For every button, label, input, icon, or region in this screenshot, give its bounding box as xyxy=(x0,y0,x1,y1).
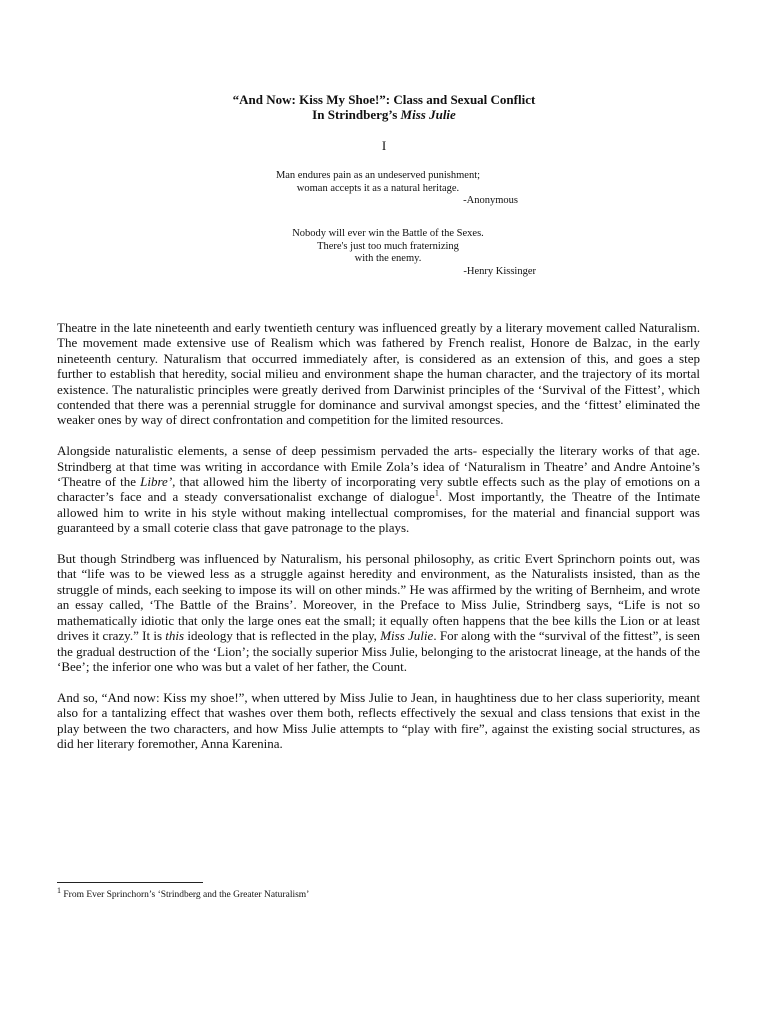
title-line-1: “And Now: Kiss My Shoe!”: Class and Sexual Conflict xyxy=(232,92,536,107)
paragraph-2-part-c: . Most importantly, the Theatre of the Intimate allowed him to write in his style without making intellectual compromises, for the material and financial support was guaranteed by a small coterie class that gave patronage to the plays. xyxy=(57,489,700,536)
paragraph-2-italic: Libre’ xyxy=(140,474,173,490)
paragraph-4: And so, “And now: Kiss my shoe!”, when uttered by Miss Julie to Jean, in haughtiness due to her class superiority, meant also for a tantalizing effect that washes over them both, reflects effectively the sexual and class tensions that exist in the play between the two characters, and how Miss Julie attempts to “play with fire”, against the existing social structures, as did her literary foremother, Anna Karenina. xyxy=(57,689,700,751)
footnote-marker: 1 xyxy=(57,885,61,895)
footnote xyxy=(57,885,700,901)
epigraph-1-line-1: Man endures pain as an undeserved punishment; xyxy=(275,170,481,181)
paragraph-2-part-a: Alongside naturalistic elements, a sense of deep pessimism pervaded the arts- especially the literary works of that age. Strindberg at that time was writing in accordance with Emile Zola’s idea of ‘Naturalism in Theatre’ and Andre Antoine’s ‘Theatre of the xyxy=(57,443,700,490)
epigraph-2-line-2: There's just too much fraternizing xyxy=(317,240,459,252)
epigraph-2-line-1: Nobody will ever win the Battle of the Sexes. xyxy=(292,228,484,239)
paragraph-3 xyxy=(57,551,700,674)
paragraph-3-part-a: But though Strindberg was influenced by Naturalism, his personal philosophy, as critic Evert Sprinchorn points out, was that “life was to be viewed less as a struggle against heredity and environment, as the Naturalists insisted, than as the struggle of minds, each seeking to impose its will on other minds.” He was affirmed by the writing of Bernheim, and wrote an essay called, ‘The Battle of the Brains’. Moreover, in the Preface to Miss Julie, Strindberg says, “Life is not so mathematically idiotic that only the large ones eat the small; it equally often happens that the bee kills the Lion or at least drives it crazy.” It is xyxy=(57,551,700,644)
epigraph-1-line-2: woman accepts it as a natural heritage. xyxy=(296,182,460,194)
title-line-2 xyxy=(0,107,768,122)
epigraph-2-line-3: with the enemy. xyxy=(354,253,422,264)
paragraph-3-part-c: . For along with the “survival of the fittest”, is seen the gradual destruction of the ‘Lion’; the socially superior Miss Julie, belonging to the aristocrat lineage, at the hands of the ‘Bee’; the inferior one who was but a valet of her father, the Count. xyxy=(57,628,701,674)
footnote-reference[interactable]: 1 xyxy=(434,489,439,499)
section-number: I xyxy=(381,138,387,153)
epigraph-1-attribution: -Anonymous xyxy=(463,195,518,206)
body-text xyxy=(57,320,700,767)
footnote-divider xyxy=(57,882,203,883)
epigraph-2-attribution: -Henry Kissinger xyxy=(463,265,536,277)
footnote-text: From Ever Sprinchorn’s ‘Strindberg and the Greater Naturalism’ xyxy=(61,890,310,900)
paragraph-2-part-b: , that allowed him the liberty of incorporating very subtle effects such as the play of emotions on a character’s face and a steady conversationalist exchange of dialogue xyxy=(57,474,700,505)
epigraph-2 xyxy=(240,228,536,278)
document-title xyxy=(0,92,768,122)
paragraph-3-italic-this: this xyxy=(165,628,185,644)
paragraph-1: Theatre in the late nineteenth and early twentieth century was influenced greatly by a literary movement called Naturalism. The movement made extensive use of Realism which was fathered by French realist, Honore de Balzac, in the early nineteenth century. Naturalism that occurred immediately after, is considered as an extension of this, and goes a step further to establish that heredity, social milieu and environment shape the human character, and the trajectory of its mortal existence. The naturalistic principles were greatly derived from Darwinist principles of the ‘Survival of the Fittest’, which contended that there was a perennial struggle for dominance and survival amongst species, and the ‘fittest’ eliminated the weaker ones by way of direct confrontation and competition for the limited resources. xyxy=(57,320,700,428)
paragraph-3-part-b: ideology that is reflected in the play, xyxy=(184,628,381,644)
paragraph-2 xyxy=(57,443,700,535)
paragraph-3-italic-title: Miss Julie xyxy=(380,628,434,644)
title-line-2-prefix: In Strindberg’s xyxy=(312,107,401,122)
title-line-2-italic: Miss Julie xyxy=(400,107,456,122)
epigraph-1 xyxy=(238,170,518,208)
